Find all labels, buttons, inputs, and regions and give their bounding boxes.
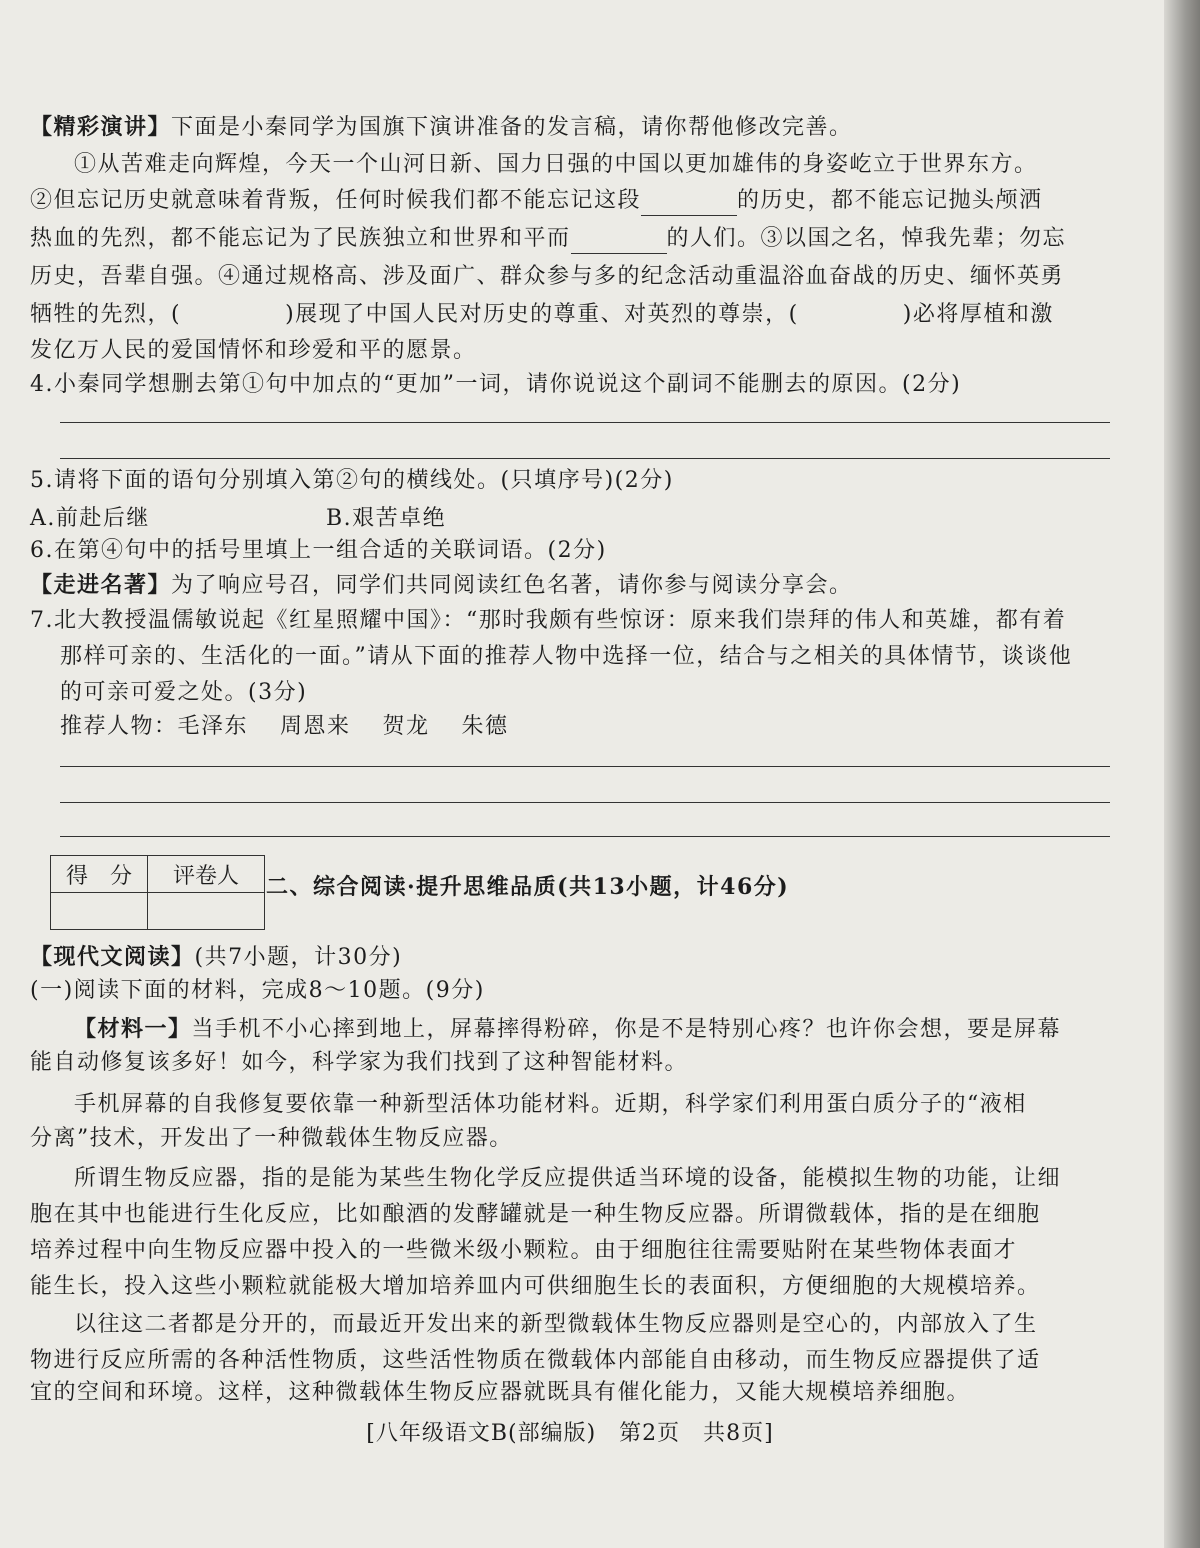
reading-subsection: (一)阅读下面的材料，完成8～10题。(9分): [30, 978, 485, 1003]
answer-line-q7-1[interactable]: [60, 766, 1110, 767]
material-1-line-8: 能生长，投入这些小颗粒就能极大增加培养皿内可供细胞生长的表面积，方便细胞的大规模培养。: [30, 1274, 1041, 1299]
classics-header: 【走进名著】: [30, 572, 172, 598]
speech-intro: 【精彩演讲】下面是小秦同学为国旗下演讲准备的发言稿，请你帮他修改完善。: [30, 114, 853, 140]
material-1-line-4: 分离”技术，开发出了一种微载体生物反应器。: [30, 1126, 513, 1151]
classics-intro: 【走进名著】为了响应号召，同学们共同阅读红色名著，请你参与阅读分享会。: [30, 572, 853, 598]
question-7-line-2: 那样可亲的、生活化的一面。”请从下面的推荐人物中选择一位，结合与之相关的具体情节，谈谈他: [60, 644, 1073, 669]
question-7-line-1: 7.北大教授温儒敏说起《红星照耀中国》：“那时我颇有些惊讶：原来我们崇拜的伟人和英雄，都有着: [30, 608, 1067, 633]
material-1-line-2: 能自动修复该多好！如今，科学家为我们找到了这种智能材料。: [30, 1050, 689, 1075]
answer-line-q4-2[interactable]: [60, 458, 1110, 459]
option-b: B.艰苦卓绝: [326, 506, 447, 531]
reviewer-label: 评卷人: [148, 856, 265, 893]
question-7-line-3: 的可亲可爱之处。(3分): [60, 680, 308, 705]
option-a: A.前赴后继: [30, 506, 150, 531]
score-cell[interactable]: [51, 893, 148, 930]
material-1-line-1: 【材料一】当手机不小心摔到地上，屏幕摔得粉碎，你是不是特别心疼？也许你会想，要是屏幕: [74, 1016, 1062, 1042]
section-2-title: 二、综合阅读·提升思维品质(共13小题，计46分): [266, 874, 790, 900]
answer-line-q4-1[interactable]: [60, 422, 1110, 423]
fill-blank-2[interactable]: [571, 227, 667, 254]
material-1-line-6: 胞在其中也能进行生化反应，比如酿酒的发酵罐就是一种生物反应器。所谓微载体，指的是在细胞: [30, 1202, 1041, 1227]
speech-para-6: 发亿万人民的爱国情怀和珍爱和平的愿景。: [30, 338, 477, 363]
speech-header: 【精彩演讲】: [30, 114, 172, 140]
material-1-line-5: 所谓生物反应器，指的是能为某些生物化学反应提供适当环境的设备，能模拟生物的功能，让细: [74, 1166, 1062, 1191]
answer-line-q7-2[interactable]: [60, 802, 1110, 803]
page-edge-shadow: [1164, 0, 1200, 1548]
reviewer-cell[interactable]: [148, 893, 265, 930]
material-1-line-11: 宜的空间和环境。这样，这种微载体生物反应器就既具有催化能力，又能大规模培养细胞。: [30, 1380, 971, 1405]
material-1-line-3: 手机屏幕的自我修复要依靠一种新型活体功能材料。近期，科学家们利用蛋白质分子的“液相: [74, 1092, 1027, 1117]
material-1-line-7: 培养过程中向生物反应器中投入的一些微米级小颗粒。由于细胞往往需要贴附在某些物体表面才: [30, 1238, 1018, 1263]
score-label: 得 分: [51, 856, 148, 893]
speech-para-3: 热血的先烈，都不能忘记为了民族独立和世界和平而 的人们。③以国之名，悼我先辈；勿忘: [30, 224, 1110, 254]
material-1-label: 【材料一】: [74, 1016, 192, 1042]
answer-line-q7-3[interactable]: [60, 836, 1110, 837]
exam-page: [30, 90, 1110, 1510]
question-5-options: [30, 504, 1110, 534]
speech-para-4: 历史，吾辈自强。④通过规格高、涉及面广、群众参与多的纪念活动重温浴血奋战的历史、缅怀英勇: [30, 264, 1065, 289]
speech-para-1: ①从苦难走向辉煌，今天一个山河日新、国力日强的中国以更加雄伟的身姿屹立于世界东方。: [74, 152, 1038, 177]
recommended-people: 推荐人物：毛泽东 周恩来 贺龙 朱德: [60, 714, 509, 739]
speech-para-5: 牺牲的先烈，( )展现了中国人民对历史的尊重、对英烈的尊崇，( )必将厚植和激: [30, 302, 1054, 327]
fill-blank-1[interactable]: [641, 189, 737, 216]
material-1-line-9: 以往这二者都是分开的，而最近开发出来的新型微载体生物反应器则是空心的，内部放入了生: [74, 1312, 1038, 1337]
question-5: 5.请将下面的语句分别填入第②句的横线处。(只填序号)(2分): [30, 468, 674, 493]
speech-para-2: ②但忘记历史就意味着背叛，任何时候我们都不能忘记这段 的历史，都不能忘记抛头颅洒: [30, 186, 1110, 216]
modern-reading-header: 【现代文阅读】(共7小题，计30分): [30, 944, 403, 970]
question-4: 4.小秦同学想删去第①句中加点的“更加”一词，请你说说这个副词不能删去的原因。(2分): [30, 372, 962, 397]
score-table: [50, 855, 265, 930]
material-1-line-10: 物进行反应所需的各种活性物质，这些活性物质在微载体内部能自由移动，而生物反应器提供了适: [30, 1348, 1041, 1373]
question-6: 6.在第④句中的括号里填上一组合适的关联词语。(2分): [30, 538, 607, 563]
page-footer: [八年级语文B(部编版) 第2页 共8页]: [366, 1421, 774, 1446]
